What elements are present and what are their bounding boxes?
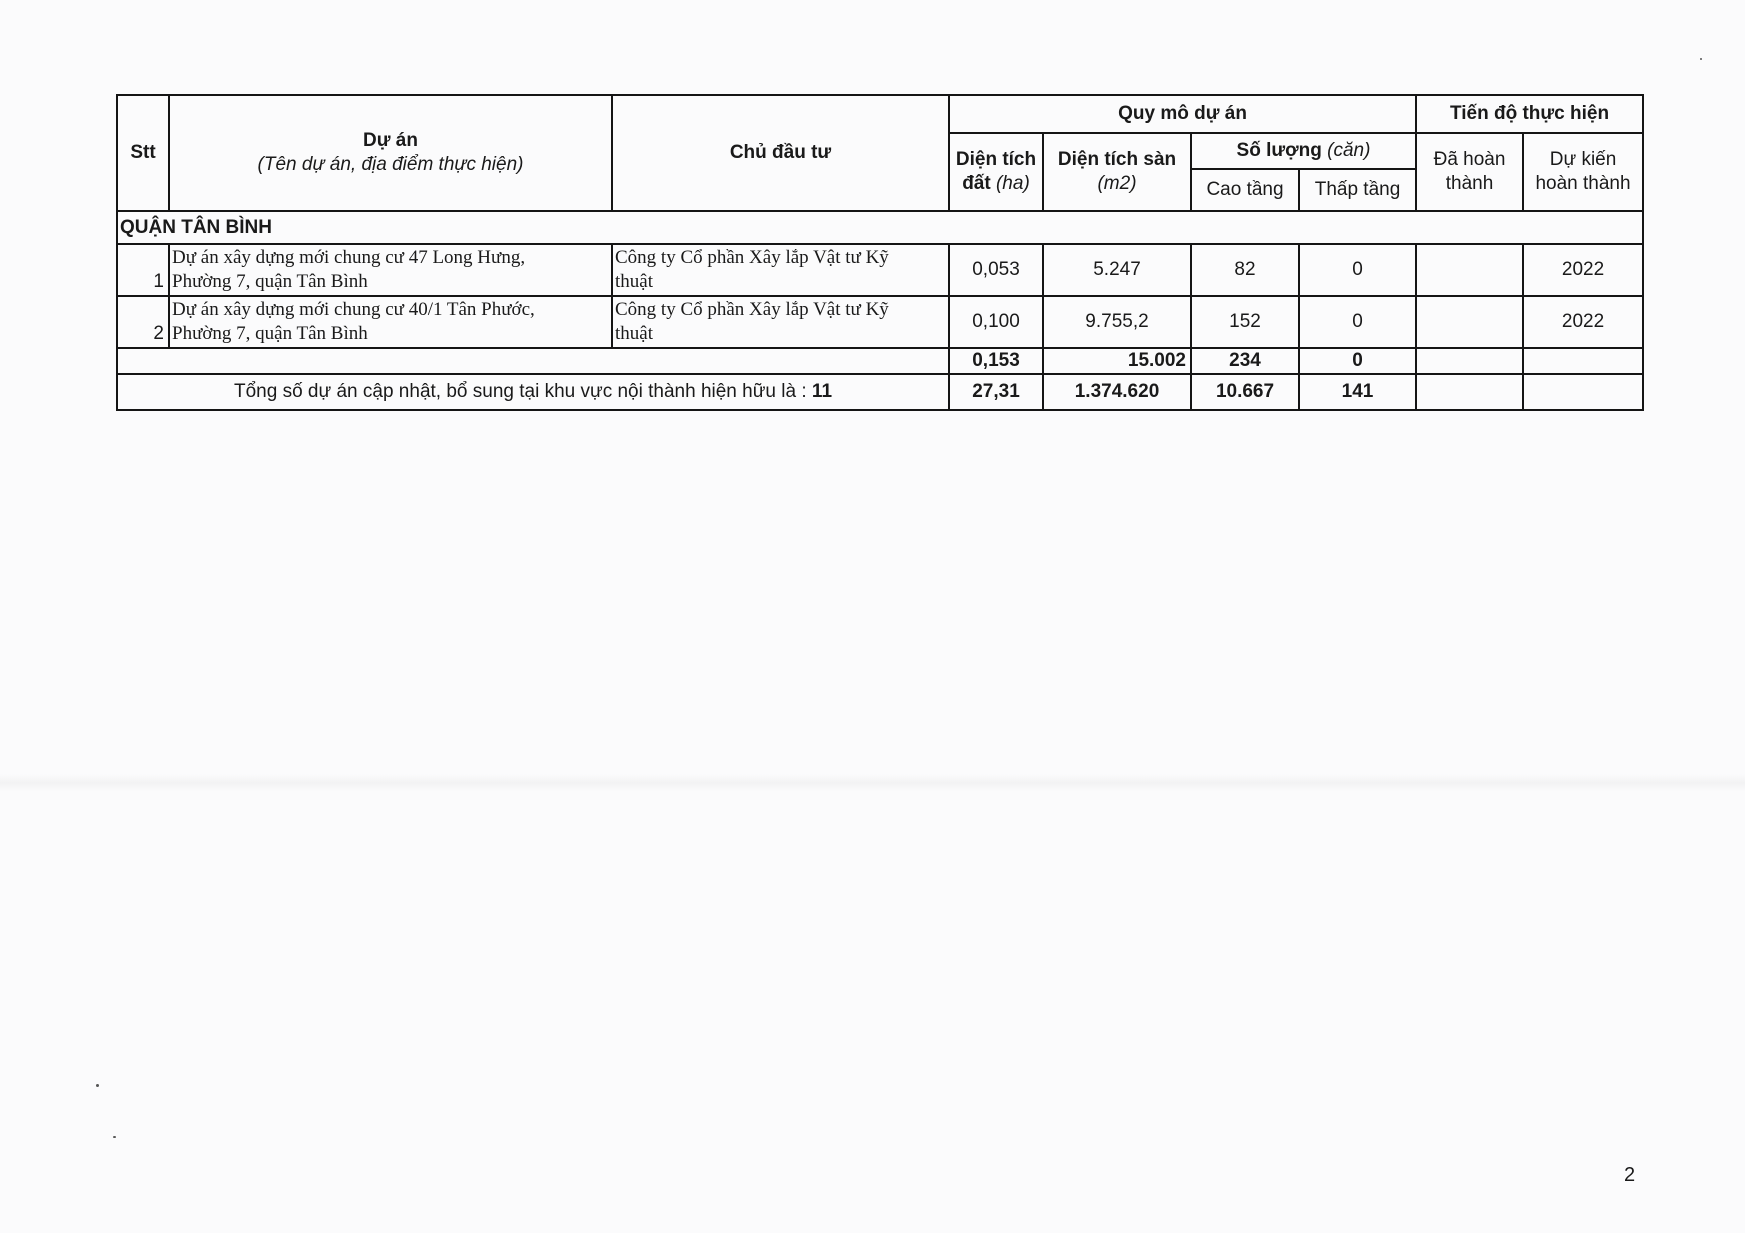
header-floor-area-title: Diện tích sàn: [1057, 149, 1177, 170]
row-investor: [612, 244, 949, 296]
header-progress: Tiến độ thực hiện: [1416, 95, 1643, 133]
header-stt: Stt: [117, 95, 169, 211]
row-project-line1: Dự án xây dựng mới chung cư 47 Long Hưng,: [172, 247, 526, 268]
header-land-area: [949, 133, 1043, 211]
subtotal-low-rise: 0: [1299, 348, 1416, 374]
grand-total-row: [117, 374, 1643, 410]
row-land-area: 0,100: [949, 296, 1043, 348]
row-investor-line1: Công ty Cổ phần Xây lắp Vật tư Kỹ: [615, 299, 889, 320]
row-investor-line1: Công ty Cổ phần Xây lắp Vật tư Kỹ: [615, 247, 889, 268]
row-investor-line2: thuật: [615, 323, 653, 344]
row-investor-line2: thuật: [615, 271, 653, 292]
row-land-area: 0,053: [949, 244, 1043, 296]
table-row: [117, 244, 1643, 296]
table-row: [117, 296, 1643, 348]
row-project-line2: Phường 7, quận Tân Bình: [172, 323, 368, 344]
header-quantity-unit: (căn): [1327, 140, 1371, 161]
header-land-area-unit: (ha): [995, 173, 1030, 194]
grand-total-label: Tổng số dự án cập nhật, bổ sung tại khu vực nội thành hiện hữu là :: [233, 381, 812, 402]
row-completed: [1416, 296, 1523, 348]
row-low-rise: 0: [1299, 296, 1416, 348]
scan-speck: [1700, 58, 1702, 60]
header-land-area-line1: Diện tích: [955, 149, 1037, 170]
row-expected: 2022: [1523, 296, 1643, 348]
header-expected-line1: Dự kiến: [1549, 149, 1617, 170]
subtotal-high-rise: 234: [1191, 348, 1299, 374]
header-completed-line2: thành: [1445, 173, 1494, 194]
subtotal-expected: [1523, 348, 1643, 374]
header-completed-line1: Đã hoàn: [1433, 149, 1506, 170]
header-scale: Quy mô dự án: [949, 95, 1416, 133]
row-stt: 1: [117, 244, 169, 296]
grand-total-count: 11: [811, 381, 833, 402]
row-project: [169, 244, 612, 296]
header-project-subtitle: (Tên dự án, địa điểm thực hiện): [257, 154, 524, 175]
header-row-1: [117, 95, 1643, 133]
page-number: 2: [1624, 1164, 1636, 1186]
subtotal-floor-area: 15.002: [1043, 348, 1191, 374]
grand-total-floor-area: 1.374.620: [1043, 374, 1191, 410]
grand-total-label-cell: [117, 374, 949, 410]
row-project: [169, 296, 612, 348]
row-investor: [612, 296, 949, 348]
scan-speck: [113, 1136, 116, 1138]
row-expected: 2022: [1523, 244, 1643, 296]
scan-speck: [96, 1084, 99, 1087]
header-completed: [1416, 133, 1523, 211]
grand-total-expected: [1523, 374, 1643, 410]
grand-total-completed: [1416, 374, 1523, 410]
row-high-rise: 152: [1191, 296, 1299, 348]
row-completed: [1416, 244, 1523, 296]
header-expected-line2: hoàn thành: [1535, 173, 1631, 194]
grand-total-high-rise: 10.667: [1191, 374, 1299, 410]
subtotal-row: [117, 348, 1643, 374]
grand-total-low-rise: 141: [1299, 374, 1416, 410]
row-project-line2: Phường 7, quận Tân Bình: [172, 271, 368, 292]
subtotal-label: [117, 348, 949, 374]
header-quantity-title: Số lượng: [1236, 140, 1322, 161]
row-floor-area: 9.755,2: [1043, 296, 1191, 348]
region-title: QUẬN TÂN BÌNH: [117, 211, 1643, 244]
row-floor-area: 5.247: [1043, 244, 1191, 296]
project-table: [116, 94, 1644, 411]
header-investor: Chủ đầu tư: [612, 95, 949, 211]
header-floor-area: [1043, 133, 1191, 211]
row-high-rise: 82: [1191, 244, 1299, 296]
subtotal-land-area: 0,153: [949, 348, 1043, 374]
scan-shadow-band: [0, 774, 1745, 792]
subtotal-completed: [1416, 348, 1523, 374]
header-low-rise: Thấp tầng: [1299, 169, 1416, 211]
header-land-area-line2: đất: [962, 173, 991, 194]
header-floor-area-unit: (m2): [1097, 173, 1137, 194]
row-project-line1: Dự án xây dựng mới chung cư 40/1 Tân Phước,: [172, 299, 535, 320]
header-project-title: Dự án: [363, 130, 418, 151]
row-stt: 2: [117, 296, 169, 348]
grand-total-land-area: 27,31: [949, 374, 1043, 410]
header-project: [169, 95, 612, 211]
region-row: [117, 211, 1643, 244]
header-high-rise: Cao tầng: [1191, 169, 1299, 211]
row-low-rise: 0: [1299, 244, 1416, 296]
header-quantity: [1191, 133, 1416, 169]
header-expected: [1523, 133, 1643, 211]
